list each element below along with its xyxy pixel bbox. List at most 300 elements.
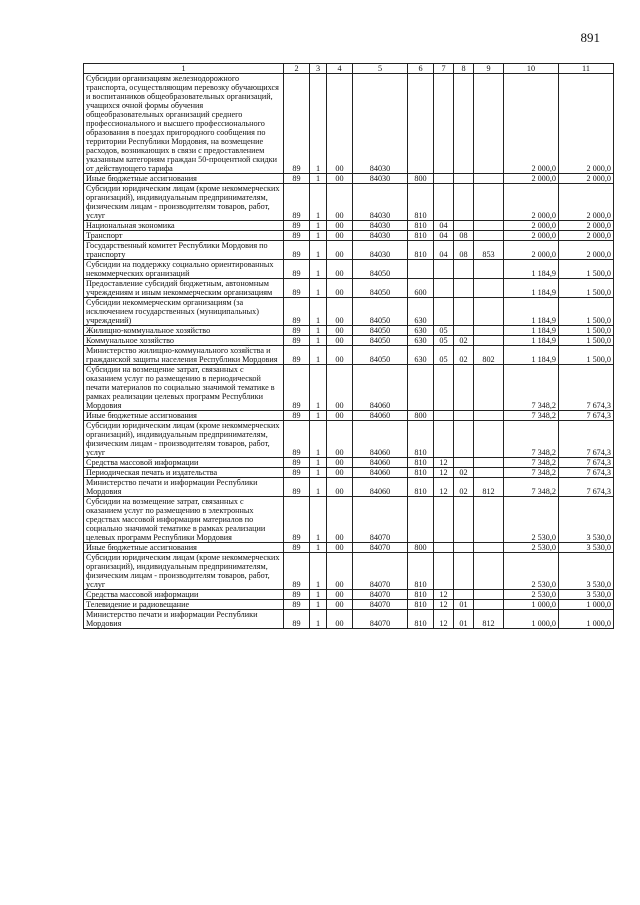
row-value-year1: 7 348,2 [504,468,559,478]
row-section [434,553,454,590]
row-value-year2: 1 000,0 [559,610,614,629]
row-target-code: 84070 [353,553,408,590]
row-subprogram: 00 [327,346,353,365]
page-number: 891 [580,30,600,45]
row-subsection [454,326,474,336]
row-section: 12 [434,590,454,600]
row-expense-type: 800 [408,174,434,184]
row-expense-type [408,497,434,543]
row-ministry [474,231,504,241]
row-subprogram: 00 [327,221,353,231]
row-value-year1: 1 000,0 [504,600,559,610]
row-program: 1 [310,553,327,590]
row-name: Субсидии юридическим лицам (кроме некоммерческих организаций), индивидуальным предпринимателям, физическим лицам - производителям товаров, работ, услуг [84,421,284,458]
row-expense-type: 810 [408,221,434,231]
col-header-11: 11 [559,64,614,74]
row-subsection [454,365,474,411]
row-expense-type: 810 [408,553,434,590]
row-program: 1 [310,184,327,221]
row-program: 1 [310,421,327,458]
row-subsection [454,421,474,458]
row-subsection [454,543,474,553]
row-subprogram: 00 [327,298,353,326]
row-subprogram: 00 [327,326,353,336]
row-name: Коммунальное хозяйство [84,336,284,346]
row-section: 12 [434,600,454,610]
row-expense-type: 810 [408,421,434,458]
row-ministry: 853 [474,241,504,260]
row-subprogram: 00 [327,553,353,590]
row-value-year1: 7 348,2 [504,478,559,497]
table-row [84,241,614,260]
row-target-code: 84070 [353,497,408,543]
row-subprogram: 00 [327,468,353,478]
row-ministry [474,543,504,553]
row-program: 1 [310,74,327,174]
row-value-year2: 7 674,3 [559,365,614,411]
row-target-code: 84060 [353,468,408,478]
row-name: Иные бюджетные ассигнования [84,411,284,421]
row-section: 04 [434,221,454,231]
row-subprogram: 00 [327,279,353,298]
table-row [84,346,614,365]
row-expense-type [408,365,434,411]
row-subsection: 02 [454,468,474,478]
row-value-year1: 7 348,2 [504,421,559,458]
budget-table [83,63,614,629]
row-program: 1 [310,411,327,421]
row-program: 1 [310,468,327,478]
row-ministry [474,174,504,184]
row-ministry [474,221,504,231]
row-admin-code: 89 [284,458,310,468]
row-program: 1 [310,221,327,231]
row-value-year2: 2 000,0 [559,174,614,184]
row-target-code: 84030 [353,174,408,184]
row-ministry: 812 [474,610,504,629]
row-value-year2: 2 000,0 [559,241,614,260]
row-subprogram: 00 [327,231,353,241]
row-subprogram: 00 [327,184,353,221]
row-value-year1: 1 184,9 [504,279,559,298]
row-program: 1 [310,231,327,241]
table-row [84,421,614,458]
row-ministry [474,326,504,336]
row-subprogram: 00 [327,260,353,279]
row-value-year1: 2 530,0 [504,590,559,600]
col-header-3: 3 [310,64,327,74]
row-name: Субсидии на возмещение затрат, связанных с оказанием услуг по размещению в периодической печати материалов по социально значимой тематике в рамках реализации целевых программ Республики Мордовия [84,365,284,411]
row-subsection [454,74,474,174]
row-subsection [454,458,474,468]
row-target-code: 84050 [353,346,408,365]
col-header-8: 8 [454,64,474,74]
row-section: 04 [434,241,454,260]
row-section: 12 [434,458,454,468]
row-expense-type: 810 [408,590,434,600]
table-row [84,260,614,279]
row-name: Субсидии на возмещение затрат, связанных с оказанием услуг по размещению в электронных средствах массовой информации материалов по социально значимой тематике в рамках реализации целевых программ Республики Мордовия [84,497,284,543]
row-subsection: 08 [454,231,474,241]
row-value-year2: 2 000,0 [559,74,614,174]
row-expense-type: 630 [408,326,434,336]
row-value-year1: 7 348,2 [504,365,559,411]
row-value-year1: 2 530,0 [504,497,559,543]
row-subsection: 02 [454,336,474,346]
row-subprogram: 00 [327,610,353,629]
row-value-year2: 7 674,3 [559,458,614,468]
row-admin-code: 89 [284,336,310,346]
row-section: 12 [434,468,454,478]
row-section [434,365,454,411]
row-target-code: 84050 [353,260,408,279]
row-value-year2: 3 530,0 [559,543,614,553]
row-name: Периодическая печать и издательства [84,468,284,478]
row-program: 1 [310,298,327,326]
row-admin-code: 89 [284,590,310,600]
row-section [434,174,454,184]
row-admin-code: 89 [284,421,310,458]
row-name: Субсидии юридическим лицам (кроме некоммерческих организаций), индивидуальным предпринимателям, физическим лицам - производителям товаров, работ, услуг [84,553,284,590]
row-subsection: 08 [454,241,474,260]
row-ministry [474,365,504,411]
row-section [434,497,454,543]
row-expense-type: 630 [408,336,434,346]
row-subprogram: 00 [327,543,353,553]
row-name: Государственный комитет Республики Мордовия по транспорту [84,241,284,260]
row-name: Министерство печати и информации Республики Мордовия [84,610,284,629]
row-ministry [474,590,504,600]
table-row [84,458,614,468]
row-subsection: 01 [454,600,474,610]
row-subprogram: 00 [327,458,353,468]
row-program: 1 [310,497,327,543]
row-value-year1: 7 348,2 [504,411,559,421]
table-row [84,411,614,421]
row-section: 05 [434,336,454,346]
table-row [84,543,614,553]
row-value-year1: 2 530,0 [504,543,559,553]
row-admin-code: 89 [284,74,310,174]
row-value-year2: 3 530,0 [559,553,614,590]
row-value-year1: 2 530,0 [504,553,559,590]
row-admin-code: 89 [284,497,310,543]
row-admin-code: 89 [284,610,310,629]
col-header-4: 4 [327,64,353,74]
row-expense-type: 630 [408,298,434,326]
col-header-1: 1 [84,64,284,74]
row-ministry [474,411,504,421]
row-subprogram: 00 [327,600,353,610]
row-admin-code: 89 [284,174,310,184]
row-ministry [474,298,504,326]
row-value-year1: 2 000,0 [504,241,559,260]
row-subprogram: 00 [327,590,353,600]
col-header-9: 9 [474,64,504,74]
row-subsection [454,221,474,231]
row-expense-type: 800 [408,543,434,553]
row-value-year2: 1 500,0 [559,279,614,298]
row-section: 05 [434,346,454,365]
row-section [434,298,454,326]
row-name: Субсидии некоммерческим организациям (за исключением государственных (муниципальных) учреждений) [84,298,284,326]
row-admin-code: 89 [284,231,310,241]
col-header-10: 10 [504,64,559,74]
row-expense-type: 810 [408,600,434,610]
row-subprogram: 00 [327,365,353,411]
row-value-year1: 1 184,9 [504,326,559,336]
row-section [434,279,454,298]
row-ministry [474,600,504,610]
row-expense-type: 810 [408,610,434,629]
row-admin-code: 89 [284,298,310,326]
row-subprogram: 00 [327,497,353,543]
row-value-year2: 1 500,0 [559,336,614,346]
row-section: 04 [434,231,454,241]
row-expense-type: 810 [408,458,434,468]
table-row [84,174,614,184]
table-row [84,326,614,336]
row-name: Средства массовой информации [84,590,284,600]
table-row [84,497,614,543]
row-program: 1 [310,610,327,629]
row-subsection [454,279,474,298]
table-row [84,478,614,497]
row-name: Министерство печати и информации Республики Мордовия [84,478,284,497]
row-value-year2: 3 530,0 [559,590,614,600]
row-subprogram: 00 [327,411,353,421]
row-admin-code: 89 [284,221,310,231]
row-section [434,411,454,421]
row-admin-code: 89 [284,365,310,411]
row-subsection [454,184,474,221]
col-header-2: 2 [284,64,310,74]
row-section [434,260,454,279]
row-value-year2: 1 500,0 [559,260,614,279]
row-subprogram: 00 [327,74,353,174]
row-value-year1: 2 000,0 [504,231,559,241]
row-expense-type: 600 [408,279,434,298]
row-program: 1 [310,365,327,411]
row-target-code: 84030 [353,184,408,221]
row-value-year2: 7 674,3 [559,421,614,458]
row-subsection [454,497,474,543]
row-value-year1: 1 184,9 [504,336,559,346]
row-expense-type: 800 [408,411,434,421]
row-admin-code: 89 [284,600,310,610]
row-program: 1 [310,260,327,279]
table-row [84,365,614,411]
row-name: Субсидии юридическим лицам (кроме некоммерческих организаций), индивидуальным предпринимателям, физическим лицам - производителям товаров, работ, услуг [84,184,284,221]
row-ministry [474,553,504,590]
row-name: Предоставление субсидий бюджетным, автономным учреждениям и иным некоммерческим организациям [84,279,284,298]
row-admin-code: 89 [284,241,310,260]
row-program: 1 [310,600,327,610]
row-target-code: 84050 [353,336,408,346]
row-program: 1 [310,590,327,600]
row-program: 1 [310,174,327,184]
row-target-code: 84060 [353,478,408,497]
col-header-7: 7 [434,64,454,74]
row-value-year1: 2 000,0 [504,74,559,174]
row-ministry [474,421,504,458]
row-value-year2: 7 674,3 [559,411,614,421]
row-program: 1 [310,346,327,365]
row-admin-code: 89 [284,543,310,553]
row-target-code: 84030 [353,241,408,260]
row-admin-code: 89 [284,478,310,497]
row-subsection: 01 [454,610,474,629]
row-target-code: 84070 [353,590,408,600]
row-admin-code: 89 [284,184,310,221]
row-expense-type [408,74,434,174]
row-value-year2: 2 000,0 [559,221,614,231]
row-target-code: 84070 [353,600,408,610]
row-target-code: 84030 [353,74,408,174]
row-subprogram: 00 [327,241,353,260]
row-program: 1 [310,241,327,260]
row-target-code: 84030 [353,231,408,241]
row-value-year1: 1 184,9 [504,260,559,279]
col-header-5: 5 [353,64,408,74]
row-name: Жилищно-коммунальное хозяйство [84,326,284,336]
row-expense-type: 630 [408,346,434,365]
row-section [434,184,454,221]
row-subsection [454,260,474,279]
row-target-code: 84060 [353,365,408,411]
row-target-code: 84050 [353,298,408,326]
row-expense-type: 810 [408,468,434,478]
table-row [84,221,614,231]
header-row [84,64,614,74]
row-ministry [474,497,504,543]
row-value-year2: 1 000,0 [559,600,614,610]
row-admin-code: 89 [284,553,310,590]
row-expense-type: 810 [408,241,434,260]
table-row [84,553,614,590]
table-row [84,336,614,346]
row-name: Министерство жилищно-коммунального хозяйства и гражданской защиты населения Республики Мордовия [84,346,284,365]
table-row [84,279,614,298]
row-section [434,421,454,458]
row-ministry [474,279,504,298]
col-header-6: 6 [408,64,434,74]
row-subsection [454,590,474,600]
row-ministry: 802 [474,346,504,365]
row-admin-code: 89 [284,260,310,279]
row-value-year2: 3 530,0 [559,497,614,543]
row-admin-code: 89 [284,346,310,365]
row-program: 1 [310,458,327,468]
row-admin-code: 89 [284,326,310,336]
table-row [84,231,614,241]
row-value-year2: 7 674,3 [559,468,614,478]
row-target-code: 84030 [353,221,408,231]
row-value-year1: 1 184,9 [504,298,559,326]
row-subsection: 02 [454,346,474,365]
row-target-code: 84070 [353,543,408,553]
row-name: Телевидение и радиовещание [84,600,284,610]
table-row [84,184,614,221]
row-program: 1 [310,336,327,346]
row-name: Субсидии организациям железнодорожного транспорта, осуществляющим перевозку обучающихся и воспитанников общеобразовательных организаций, учащихся очной формы обучения общеобразовательных организаций среднего профессионального и высшего профессионального образования в поездах пригородного сообщения по территории Республики Мордовия, на возмещение расходов, возникающих в связи с предоставлением указанным категориям граждан 50-процентной скидки от действующего тарифа [84,74,284,174]
row-section: 12 [434,478,454,497]
row-value-year1: 7 348,2 [504,458,559,468]
row-ministry [474,336,504,346]
row-program: 1 [310,543,327,553]
row-value-year1: 2 000,0 [504,221,559,231]
row-admin-code: 89 [284,468,310,478]
row-subprogram: 00 [327,174,353,184]
row-section: 12 [434,610,454,629]
row-section [434,543,454,553]
row-value-year2: 1 500,0 [559,298,614,326]
row-section [434,74,454,174]
row-ministry [474,184,504,221]
row-expense-type [408,260,434,279]
row-section: 05 [434,326,454,336]
row-subsection: 02 [454,478,474,497]
row-value-year2: 1 500,0 [559,346,614,365]
row-ministry [474,458,504,468]
row-subsection [454,411,474,421]
row-subprogram: 00 [327,336,353,346]
row-target-code: 84070 [353,610,408,629]
row-value-year2: 2 000,0 [559,231,614,241]
row-ministry [474,468,504,478]
row-value-year1: 2 000,0 [504,174,559,184]
row-expense-type: 810 [408,478,434,497]
row-name: Транспорт [84,231,284,241]
row-name: Иные бюджетные ассигнования [84,174,284,184]
row-target-code: 84050 [353,279,408,298]
row-value-year2: 2 000,0 [559,184,614,221]
row-target-code: 84060 [353,411,408,421]
row-program: 1 [310,326,327,336]
row-value-year2: 7 674,3 [559,478,614,497]
row-expense-type: 810 [408,184,434,221]
row-subsection [454,174,474,184]
row-value-year1: 2 000,0 [504,184,559,221]
row-program: 1 [310,279,327,298]
row-subsection [454,553,474,590]
row-value-year2: 1 500,0 [559,326,614,336]
row-name: Субсидии на поддержку социально ориентированных некоммерческих организаций [84,260,284,279]
row-ministry: 812 [474,478,504,497]
row-name: Иные бюджетные ассигнования [84,543,284,553]
row-subprogram: 00 [327,421,353,458]
row-subsection [454,298,474,326]
row-ministry [474,74,504,174]
row-admin-code: 89 [284,279,310,298]
row-value-year1: 1 184,9 [504,346,559,365]
row-name: Средства массовой информации [84,458,284,468]
row-value-year1: 1 000,0 [504,610,559,629]
table-row [84,298,614,326]
row-target-code: 84050 [353,326,408,336]
table-row [84,590,614,600]
table-row [84,610,614,629]
row-name: Национальная экономика [84,221,284,231]
row-subprogram: 00 [327,478,353,497]
table-row [84,74,614,174]
row-expense-type: 810 [408,231,434,241]
row-program: 1 [310,478,327,497]
row-ministry [474,260,504,279]
row-target-code: 84060 [353,458,408,468]
row-admin-code: 89 [284,411,310,421]
table-row [84,468,614,478]
